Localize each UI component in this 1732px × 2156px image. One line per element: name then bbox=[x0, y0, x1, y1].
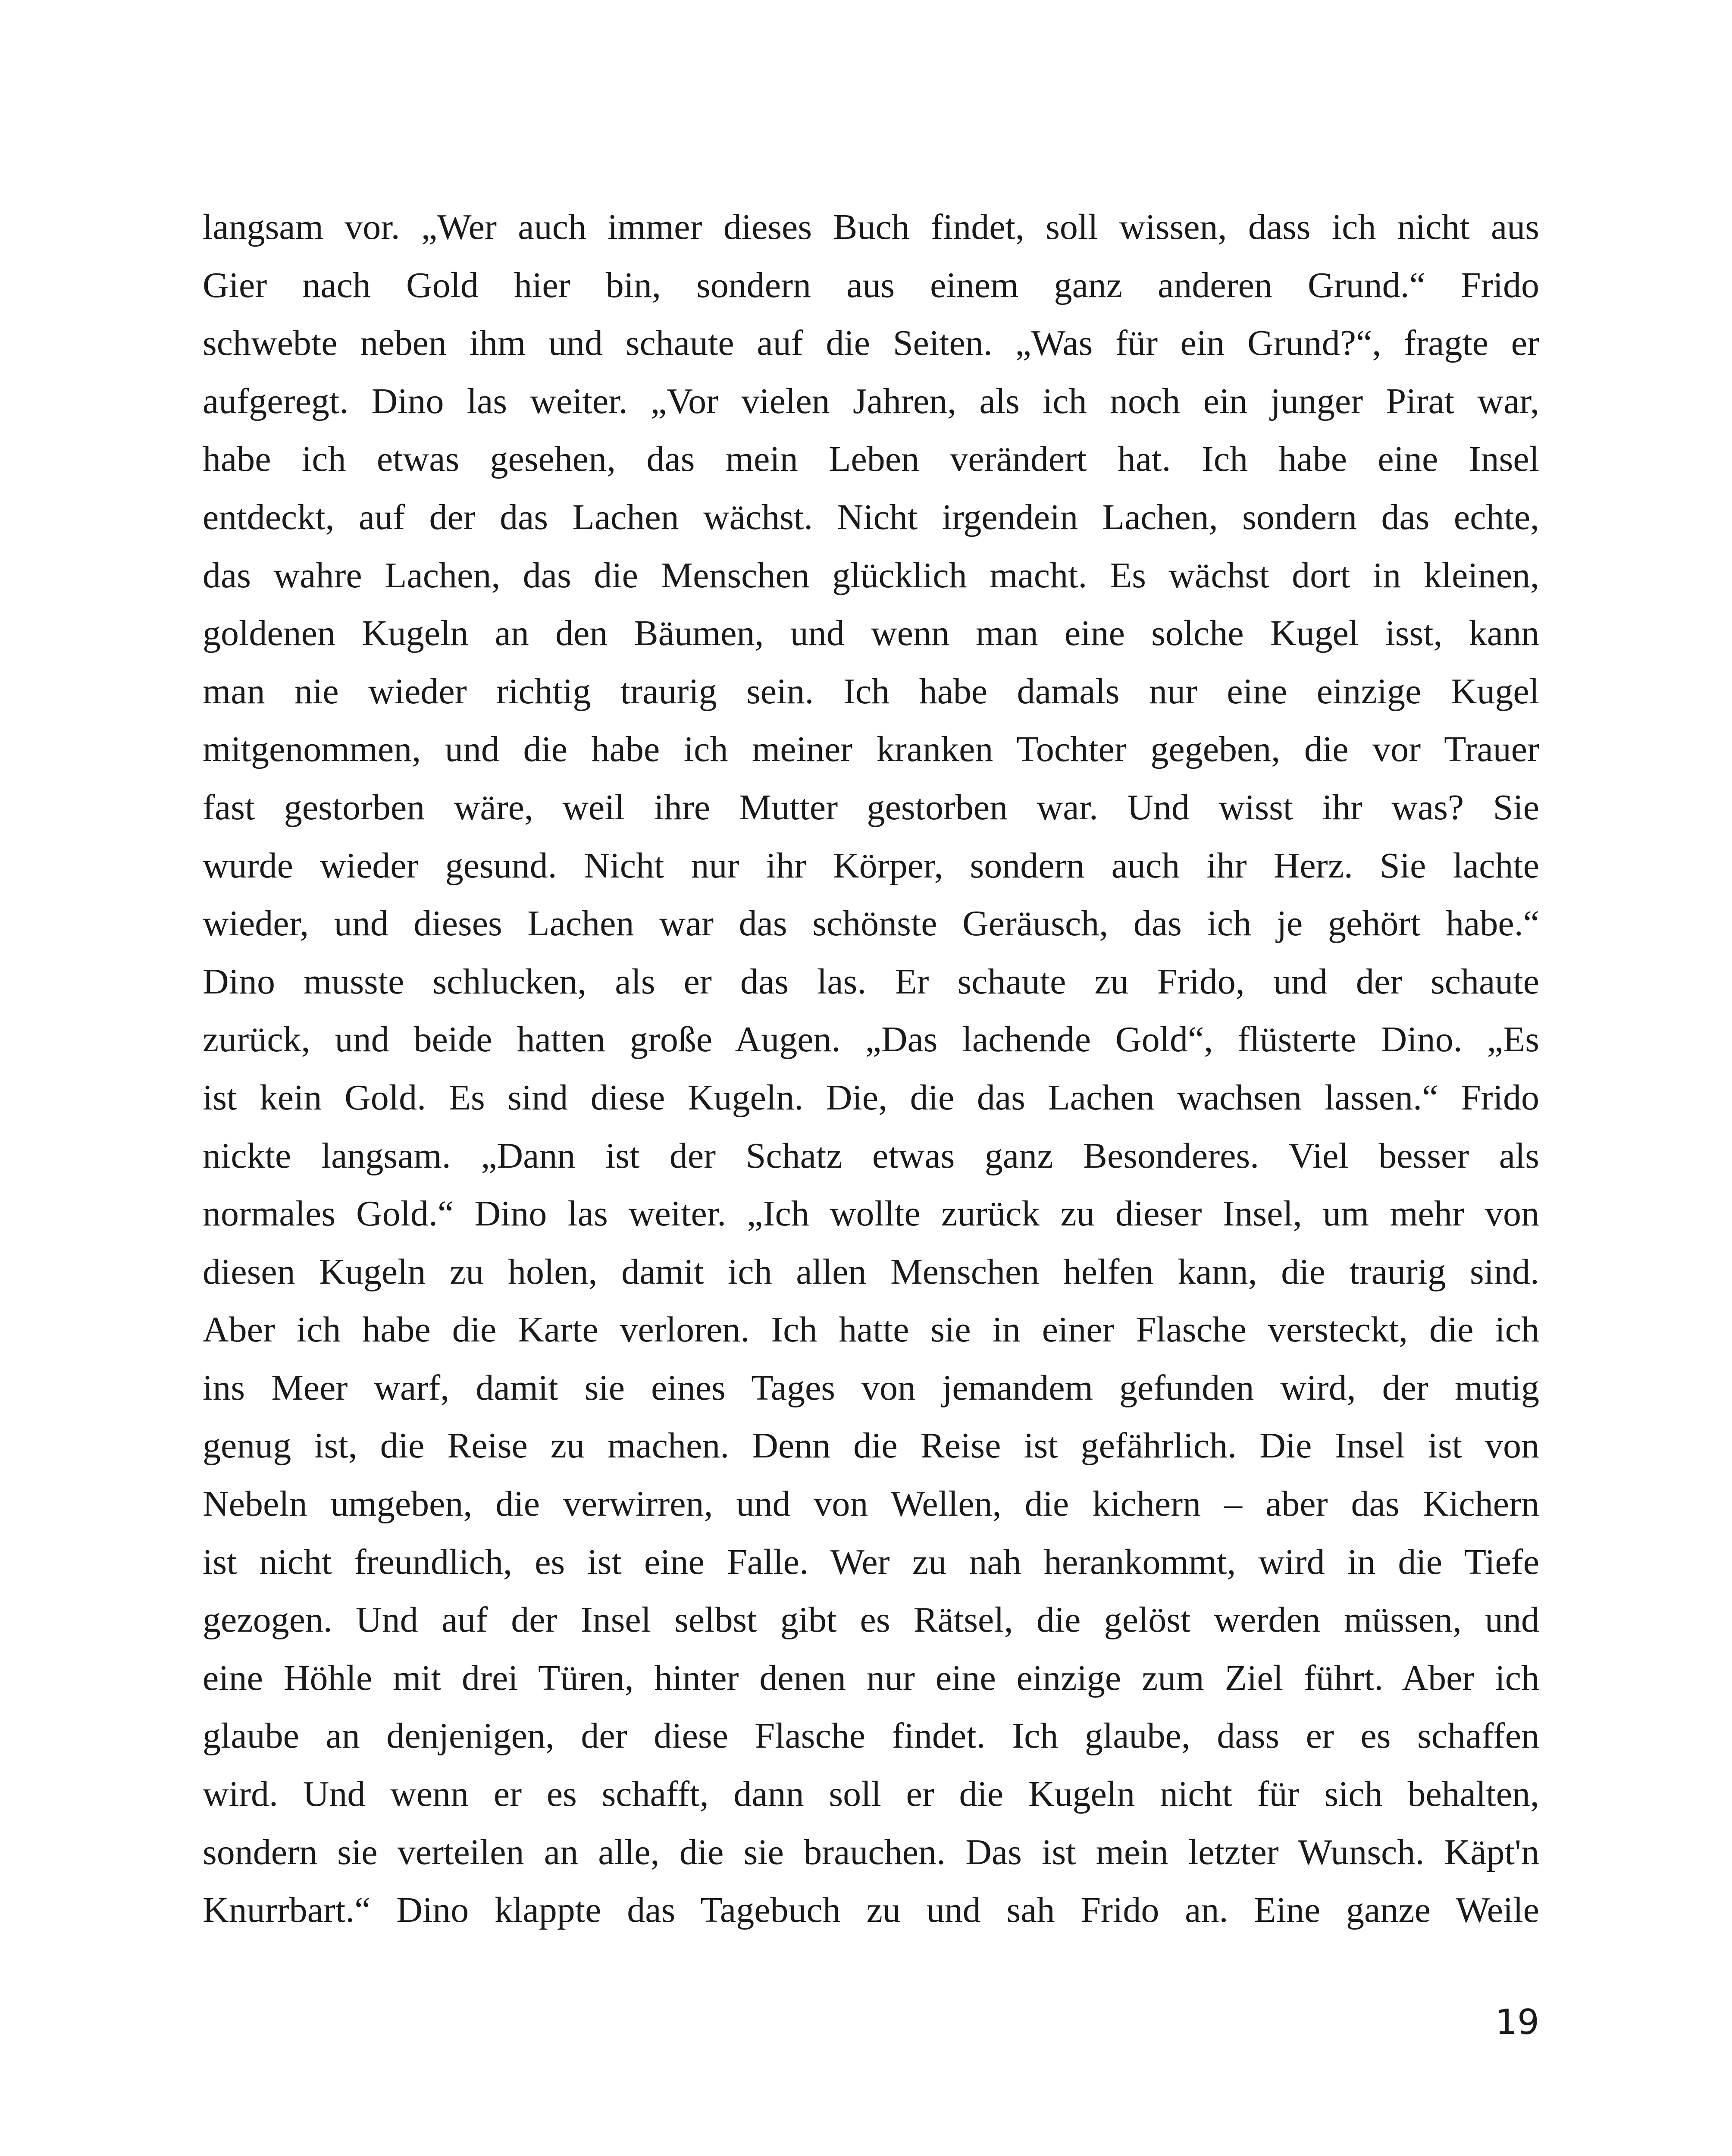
body-text bbox=[203, 198, 1539, 1940]
text-line: Dino musste schlucken, als er das las. Er schaute zu Frido, und der schaute bbox=[203, 961, 1539, 1002]
text-line: langsam vor. „Wer auch immer dieses Buch findet, soll wissen, dass ich nicht aus bbox=[203, 207, 1539, 247]
text-line: ins Meer warf, damit sie eines Tages von jemandem gefunden wird, der mutig bbox=[203, 1367, 1539, 1408]
text-line: wurde wieder gesund. Nicht nur ihr Körper, sondern auch ihr Herz. Sie lachte bbox=[203, 845, 1539, 886]
text-line: nickte langsam. „Dann ist der Schatz etwas ganz Besonderes. Viel besser als bbox=[203, 1135, 1539, 1176]
text-line: Nebeln umgeben, die verwirren, und von Wellen, die kichern – aber das Kichern bbox=[203, 1484, 1539, 1524]
text-line: eine Höhle mit drei Türen, hinter denen nur eine einzige zum Ziel führt. Aber ich bbox=[203, 1658, 1539, 1698]
text-line: schwebte neben ihm und schaute auf die Seiten. „Was für ein Grund?“, fragte er bbox=[203, 323, 1539, 364]
text-line: Knurrbart.“ Dino klappte das Tagebuch zu und sah Frido an. Eine ganze Weile bbox=[203, 1890, 1539, 1930]
text-line: zurück, und beide hatten große Augen. „Das lachende Gold“, flüsterte Dino. „Es bbox=[203, 1019, 1539, 1060]
text-line: mitgenommen, und die habe ich meiner kranken Tochter gegeben, die vor Trauer bbox=[203, 729, 1539, 770]
text-line: man nie wieder richtig traurig sein. Ich habe damals nur eine einzige Kugel bbox=[203, 671, 1539, 711]
text-line: genug ist, die Reise zu machen. Denn die Reise ist gefährlich. Die Insel ist von bbox=[203, 1426, 1539, 1466]
text-line: glaube an denjenigen, der diese Flasche findet. Ich glaube, dass er es schaffen bbox=[203, 1716, 1539, 1756]
text-line: habe ich etwas gesehen, das mein Leben verändert hat. Ich habe eine Insel bbox=[203, 439, 1539, 479]
text-line: aufgeregt. Dino las weiter. „Vor vielen Jahren, als ich noch ein junger Pirat war, bbox=[203, 381, 1539, 421]
page-number: 19 bbox=[1495, 2002, 1539, 2042]
text-line: goldenen Kugeln an den Bäumen, und wenn man eine solche Kugel isst, kann bbox=[203, 613, 1539, 654]
text-line: Aber ich habe die Karte verloren. Ich hatte sie in einer Flasche versteckt, die ich bbox=[203, 1310, 1539, 1350]
text-line: das wahre Lachen, das die Menschen glücklich macht. Es wächst dort in kleinen, bbox=[203, 555, 1539, 595]
text-line: gezogen. Und auf der Insel selbst gibt es Rätsel, die gelöst werden müssen, und bbox=[203, 1600, 1539, 1640]
text-line: ist kein Gold. Es sind diese Kugeln. Die, die das Lachen wachsen lassen.“ Frido bbox=[203, 1077, 1539, 1118]
text-line: Gier nach Gold hier bin, sondern aus einem ganz anderen Grund.“ Frido bbox=[203, 265, 1539, 305]
text-line: entdeckt, auf der das Lachen wächst. Nicht irgendein Lachen, sondern das echte, bbox=[203, 497, 1539, 537]
text-line: ist nicht freundlich, es ist eine Falle. Wer zu nah herankommt, wird in die Tiefe bbox=[203, 1542, 1539, 1582]
text-line: wieder, und dieses Lachen war das schönste Geräusch, das ich je gehört habe.“ bbox=[203, 903, 1539, 944]
text-line: diesen Kugeln zu holen, damit ich allen Menschen helfen kann, die traurig sind. bbox=[203, 1251, 1539, 1292]
text-line: wird. Und wenn er es schafft, dann soll er die Kugeln nicht für sich behalten, bbox=[203, 1774, 1539, 1814]
text-line: sondern sie verteilen an alle, die sie brauchen. Das ist mein letzter Wunsch. Käpt'n bbox=[203, 1832, 1539, 1872]
text-line: fast gestorben wäre, weil ihre Mutter gestorben war. Und wisst ihr was? Sie bbox=[203, 787, 1539, 827]
text-line: normales Gold.“ Dino las weiter. „Ich wollte zurück zu dieser Insel, um mehr von bbox=[203, 1194, 1539, 1234]
